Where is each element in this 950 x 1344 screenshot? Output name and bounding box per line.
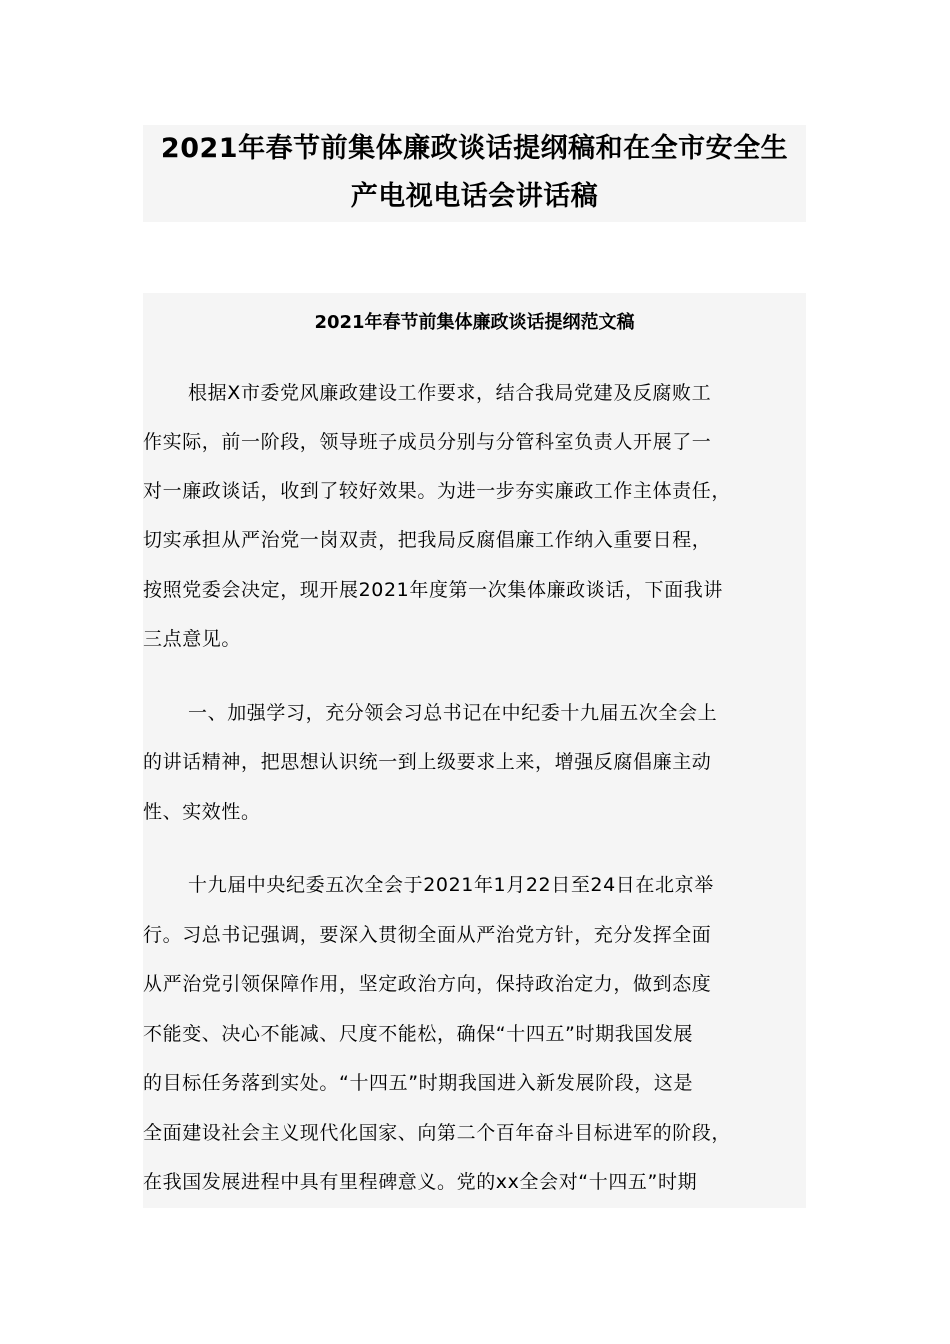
paragraph-2-line-1: 一、加强学习，充分领会习总书记在中纪委十九届五次全会上 [188,702,718,724]
paragraph-1-line-4: 切实承担从严治党一岗双责，把我局反腐倡廉工作纳入重要日程， [143,529,712,551]
paragraph-1-line-2: 作实际，前一阶段，领导班子成员分别与分管科室负责人开展了一 [143,431,712,453]
paragraph-2-line-3: 性、实效性。 [143,801,261,823]
paragraph-3-line-2: 行。习总书记强调，要深入贯彻全面从严治党方针，充分发挥全面 [143,924,712,946]
paragraph-3-line-1: 十九届中央纪委五次全会于2021年1月22日至24日在北京举 [188,874,714,896]
paragraph-3-line-7: 在我国发展进程中具有里程碑意义。党的xx全会对“十四五”时期 [143,1171,698,1193]
section-title: 2021年春节前集体廉政谈话提纲范文稿 [314,312,635,333]
document-body [143,293,806,1208]
document-title-line-1: 2021年春节前集体廉政谈话提纲稿和在全市安全生 [160,133,789,164]
paragraph-3-line-4: 不能变、决心不能减、尺度不能松，确保“十四五”时期我国发展 [143,1023,694,1045]
paragraph-3-line-5: 的目标任务落到实处。“十四五”时期我国进入新发展阶段，这是 [143,1072,694,1094]
paragraph-2-line-2: 的讲话精神，把思想认识统一到上级要求上来，增强反腐倡廉主动 [143,751,712,773]
paragraph-1-line-3: 对一廉政谈话，收到了较好效果。为进一步夯实廉政工作主体责任， [143,480,732,502]
document-title [143,125,806,222]
paragraph-1-line-5: 按照党委会决定，现开展2021年度第一次集体廉政谈话，下面我讲 [143,579,723,601]
document-title-line-2: 产电视电话会讲话稿 [350,181,599,212]
paragraph-3-line-6: 全面建设社会主义现代化国家、向第二个百年奋斗目标进军的阶段， [143,1122,732,1144]
paragraph-1-line-1: 根据X市委党风廉政建设工作要求，结合我局党建及反腐败工 [188,382,712,404]
paragraph-1-line-6: 三点意见。 [143,628,242,650]
paragraph-3-line-3: 从严治党引领保障作用，坚定政治方向，保持政治定力，做到态度 [143,973,712,995]
